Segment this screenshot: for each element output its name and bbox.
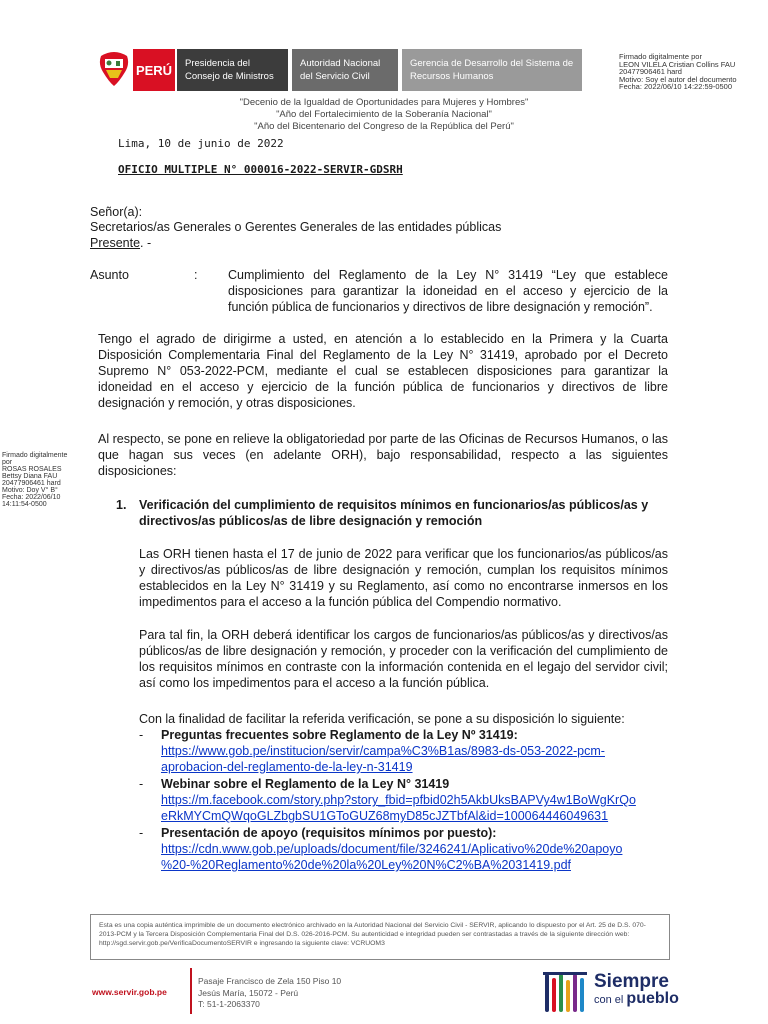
- paragraph-intro: Tengo el agrado de dirigirme a usted, en atención a lo establecido en la Primera y la Cuarta Disposición Complementaria Final del Reglamento de la Ley N° 31419, aprobado por el Decreto Supremo N° 053-2022-PCM, mediante el cual se establecen disposiciones para garantizar la idoneidad en el acceso y ejercicio de la función pública de funcionarios y directivos de libre designación y remoción, y otras disposiciones.: [98, 332, 668, 410]
- header-servir-line1: Autoridad Nacional: [300, 58, 381, 69]
- resource-link[interactable]: eRkMYCmQWqoGLZbgbSU1GToGUZ68myD85cJZTbfAl&id=100064446049631: [161, 809, 609, 823]
- resource-title: Presentación de apoyo (requisitos mínimos por puesto):: [161, 826, 497, 840]
- resource-title: Preguntas frecuentes sobre Reglamento de la Ley Nº 31419:: [161, 728, 518, 742]
- footer-address: [198, 976, 341, 1011]
- year-name-1: "Decenio de la Igualdad de Oportunidades para Mujeres y Hombres": [239, 97, 529, 108]
- header-servir-line2: del Servicio Civil: [300, 71, 370, 82]
- footer-divider: [190, 968, 192, 1014]
- header-pcm-box: [177, 49, 288, 91]
- footer-slogan: [594, 972, 679, 1007]
- presente-word: Presente: [90, 236, 141, 250]
- paragraph-procedure: Para tal fin, la ORH deberá identificar los cargos de funcionarios/as públicos/as y directivos/as públicos/as de libre designación y remoción, y proceder con la verificación del cumplimiento de los requisitos mínimos en contraste con la información contenida en el legajo del servidor civil; así como los impedimentos para el acceso a la función pública.: [139, 628, 668, 690]
- sig-left-line: Motivo: Doy V° B°: [2, 487, 58, 494]
- sig-top-line: 20477906461 hard: [619, 67, 682, 76]
- sig-left-line: 14:11:54-0500: [2, 501, 47, 508]
- peru-logo: PERÚ: [133, 49, 175, 91]
- address-line: T: 51-1-2063370: [198, 999, 260, 1009]
- digital-signature-left: [2, 452, 80, 508]
- sig-left-line: ROSAS ROSALES: [2, 466, 62, 473]
- list-item: [161, 727, 668, 775]
- header-gdsrh-line2: Recursos Humanos: [410, 71, 494, 82]
- header-pcm-line2: Consejo de Ministros: [185, 71, 274, 82]
- sig-top-line: Firmado digitalmente por: [619, 52, 702, 61]
- peru-coat-of-arms-icon: [97, 50, 131, 88]
- header-servir-box: [292, 49, 398, 91]
- sig-left-line: Fecha: 2022/06/10: [2, 494, 61, 501]
- slogan-main: Siempre: [594, 971, 669, 992]
- paragraph-deadline: Las ORH tienen hasta el 17 de junio de 2022 para verificar que los funcionarios/as públicos/as y directivos/as públicos/as de libre designación y remoción, cumplan los requisitos mínimos establecidos en la Ley N° 31419 y su Reglamento, así como no encontrarse inmersos en los impedimentos para el acceso a la función pública del Compendio normativo.: [139, 547, 668, 609]
- resource-link[interactable]: https://www.gob.pe/institucion/servir/campa%C3%B1as/8983-ds-053-2022-pcm-: [161, 744, 605, 758]
- year-name-3: "Año del Bicentenario del Congreso de la República del Perú": [254, 121, 514, 132]
- resource-link[interactable]: %20-%20Reglamento%20de%20la%20Ley%20N%C2%BA%2031419.pdf: [161, 858, 571, 872]
- asunto-text: Cumplimiento del Reglamento de la Ley N° 31419 “Ley que establece disposiciones para garantizar la idoneidad en el acceso y ejercicio de la función pública de funcionarios y directivos de libre designación y remoción”.: [228, 268, 668, 314]
- authenticity-notice: Esta es una copia auténtica imprimible de un documento electrónico archivado en la Autoridad Nacional del Servicio Civil - SERVIR, aplicando lo dispuesto por el Art. 25 de D.S. 070-2013-PCM y la Tercera Disposición Complementaria Final del D.S. 026-2016-PCM. Su autenticidad e integridad pueden ser contrastadas a través de la siguiente dirección web: http://sgd.servir.gob.pe/VerificaDocumentoSERVIR e ingresando la siguiente clave: VCRUOM3: [90, 914, 670, 960]
- sig-left-line: Firmado digitalmente: [2, 452, 68, 459]
- footer-website-link[interactable]: www.servir.gob.pe: [92, 987, 167, 997]
- presente: [90, 235, 151, 251]
- resource-link[interactable]: https://m.facebook.com/story.php?story_fbid=pfbid02h5AkbUksBAPVy4w1BoWgKrQo: [161, 793, 636, 807]
- paragraph-resources-intro: Con la finalidad de facilitar la referida verificación, se pone a su disposición lo siguiente:: [139, 712, 625, 726]
- sig-top-line: LEON VILELA Cristian Collins FAU: [619, 59, 736, 69]
- header-gdsrh-line1: Gerencia de Desarrollo del Sistema de: [410, 58, 574, 69]
- address-line: Pasaje Francisco de Zela 150 Piso 10: [198, 976, 342, 986]
- recipient-line: Secretarios/as Generales o Gerentes Generales de las entidades públicas: [90, 220, 502, 234]
- siempre-con-el-pueblo-logo-icon: [541, 970, 591, 1016]
- sig-left-line: por: [2, 459, 13, 466]
- list-bullet: -: [139, 826, 144, 840]
- slogan-sub: [594, 992, 679, 1007]
- list-item: [161, 825, 668, 873]
- slogan-con: con el: [594, 994, 624, 1006]
- header-gdsrh-box: [402, 49, 582, 91]
- list-bullet: -: [139, 777, 144, 791]
- section-heading: Verificación del cumplimiento de requisitos mínimos en funcionarios/as públicos/as y directivos/as públicos/as de libre designación y remoción: [139, 498, 649, 528]
- address-line: Jesús María, 15072 - Perú: [198, 987, 299, 998]
- asunto-colon: :: [194, 268, 198, 282]
- slogan-pueblo: pueblo: [626, 990, 679, 1007]
- sig-left-line: Bettsy Diana FAU: [2, 473, 58, 480]
- resource-link[interactable]: https://cdn.www.gob.pe/uploads/document/file/3246241/Aplicativo%20de%20apoyo: [161, 842, 623, 856]
- digital-signature-top: [619, 53, 768, 91]
- sig-top-line: Motivo: Soy el autor del documento: [619, 74, 737, 84]
- paragraph-respecto: Al respecto, se pone en relieve la obligatoriedad por parte de las Oficinas de Recursos Humanos, o las que hagan sus veces (en adelante ORH), bajo responsabilidad, respecto a las siguientes disposiciones:: [98, 432, 668, 478]
- header-pcm-line1: Presidencia del: [185, 58, 250, 69]
- resource-link[interactable]: aprobacion-del-reglamento-de-la-ley-n-31419: [161, 760, 413, 774]
- section-number: 1.: [116, 498, 127, 512]
- asunto-label: Asunto: [90, 268, 129, 282]
- sig-top-line: Fecha: 2022/06/10 14:22:59-0500: [619, 82, 733, 91]
- resource-title: Webinar sobre el Reglamento de la Ley N° 31419: [161, 777, 450, 791]
- sig-left-line: 20477906461 hard: [2, 480, 61, 487]
- salutation: Señor(a):: [90, 205, 143, 219]
- list-bullet: -: [139, 728, 144, 742]
- document-date: Lima, 10 de junio de 2022: [118, 137, 284, 150]
- presente-suffix: . -: [140, 236, 152, 250]
- year-name-2: "Año del Fortalecimiento de la Soberanía Nacional": [276, 109, 492, 120]
- document-number: OFICIO MULTIPLE N° 000016-2022-SERVIR-GDSRH: [118, 163, 403, 176]
- list-item: [161, 776, 668, 824]
